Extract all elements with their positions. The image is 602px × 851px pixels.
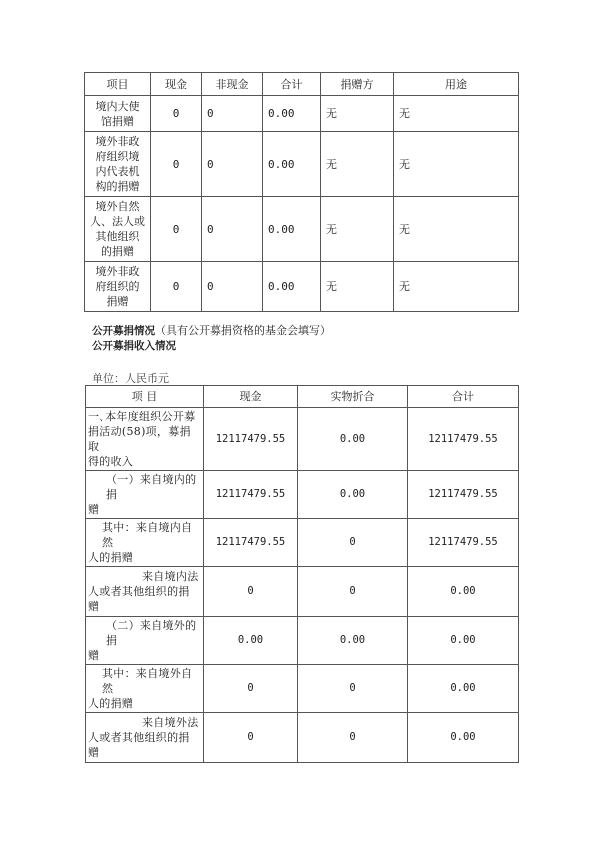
table-row xyxy=(86,471,519,519)
row-donor: 无 xyxy=(321,96,394,132)
row-inkind: 0 xyxy=(298,519,408,567)
row-cash: 0.00 xyxy=(204,617,298,665)
header-inkind: 实物折合 xyxy=(298,386,408,408)
header-total: 合计 xyxy=(263,73,321,96)
currency-unit: 单位：人民币元 xyxy=(92,372,169,385)
row-donor: 无 xyxy=(321,262,394,312)
row-donor: 无 xyxy=(321,132,394,197)
row-total: 0.00 xyxy=(408,665,519,713)
row-total: 0.00 xyxy=(263,262,321,312)
table-row xyxy=(85,132,519,197)
section-note: （具有公开募捐资格的基金会填写） xyxy=(155,324,331,337)
row-inkind: 0 xyxy=(298,665,408,713)
section-title: 公开募捐情况 xyxy=(92,325,155,337)
table-row xyxy=(86,713,519,763)
row-inkind: 0 xyxy=(298,713,408,763)
row-cash: 12117479.55 xyxy=(204,471,298,519)
row-total: 12117479.55 xyxy=(408,408,519,471)
header-noncash: 非现金 xyxy=(202,73,263,96)
row-cash: 0 xyxy=(151,132,202,197)
row-inkind: 0.00 xyxy=(298,617,408,665)
fundraising-income-table xyxy=(85,385,519,763)
table-row xyxy=(85,96,519,132)
row-noncash: 0 xyxy=(202,262,263,312)
row-item: 境外非政 府组织境 内代表机 构的捐赠 xyxy=(85,132,151,197)
row-cash: 0 xyxy=(151,262,202,312)
row-use: 无 xyxy=(394,197,519,262)
row-total: 0.00 xyxy=(263,96,321,132)
row-total: 0.00 xyxy=(408,617,519,665)
row-total: 0.00 xyxy=(408,713,519,763)
income-subtitle: 公开募捐收入情况 xyxy=(92,340,176,352)
row-use: 无 xyxy=(394,132,519,197)
header-cash: 现金 xyxy=(204,386,298,408)
table-row xyxy=(86,665,519,713)
row-inkind: 0.00 xyxy=(298,471,408,519)
row-cash: 0 xyxy=(204,665,298,713)
row-total: 0.00 xyxy=(263,132,321,197)
header-total: 合计 xyxy=(408,386,519,408)
row-item: 一､本年度组织公开募 捐活动(58)项，募捐取 得的收入 xyxy=(86,408,204,471)
row-total: 0.00 xyxy=(408,567,519,617)
foreign-donations-table xyxy=(84,72,519,312)
row-item: 来自境内法 人或者其他组织的捐 赠 xyxy=(86,567,204,617)
row-item: 其中：来自境外自然 人的捐赠 xyxy=(86,665,204,713)
row-item: （一）来自境内的捐 赠 xyxy=(86,471,204,519)
public-fundraising-heading xyxy=(92,323,331,339)
table-row xyxy=(86,408,519,471)
row-noncash: 0 xyxy=(202,96,263,132)
table-row xyxy=(86,519,519,567)
row-use: 无 xyxy=(394,96,519,132)
row-total: 12117479.55 xyxy=(408,471,519,519)
row-cash: 0 xyxy=(204,713,298,763)
row-item: 境内大使 馆捐赠 xyxy=(85,96,151,132)
header-use: 用途 xyxy=(394,73,519,96)
row-total: 0.00 xyxy=(263,197,321,262)
row-donor: 无 xyxy=(321,197,394,262)
table-header-row xyxy=(86,386,519,408)
row-cash: 12117479.55 xyxy=(204,408,298,471)
row-noncash: 0 xyxy=(202,132,263,197)
row-item: 来自境外法 人或者其他组织的捐 赠 xyxy=(86,713,204,763)
row-item: （二）来自境外的捐 赠 xyxy=(86,617,204,665)
row-use: 无 xyxy=(394,262,519,312)
header-item: 项目 xyxy=(85,73,151,96)
row-inkind: 0 xyxy=(298,567,408,617)
table-row xyxy=(85,262,519,312)
row-item: 其中：来自境内自然 人的捐赠 xyxy=(86,519,204,567)
header-donor: 捐赠方 xyxy=(321,73,394,96)
header-cash: 现金 xyxy=(151,73,202,96)
row-total: 12117479.55 xyxy=(408,519,519,567)
row-cash: 0 xyxy=(151,197,202,262)
row-cash: 12117479.55 xyxy=(204,519,298,567)
row-inkind: 0.00 xyxy=(298,408,408,471)
table-row xyxy=(86,567,519,617)
row-cash: 0 xyxy=(204,567,298,617)
table-row xyxy=(85,197,519,262)
row-item: 境外非政 府组织的 捐赠 xyxy=(85,262,151,312)
header-item: 项 目 xyxy=(86,386,204,408)
row-item: 境外自然 人、法人或 其他组织 的捐赠 xyxy=(85,197,151,262)
table-header-row xyxy=(85,73,519,96)
row-cash: 0 xyxy=(151,96,202,132)
row-noncash: 0 xyxy=(202,197,263,262)
table-row xyxy=(86,617,519,665)
